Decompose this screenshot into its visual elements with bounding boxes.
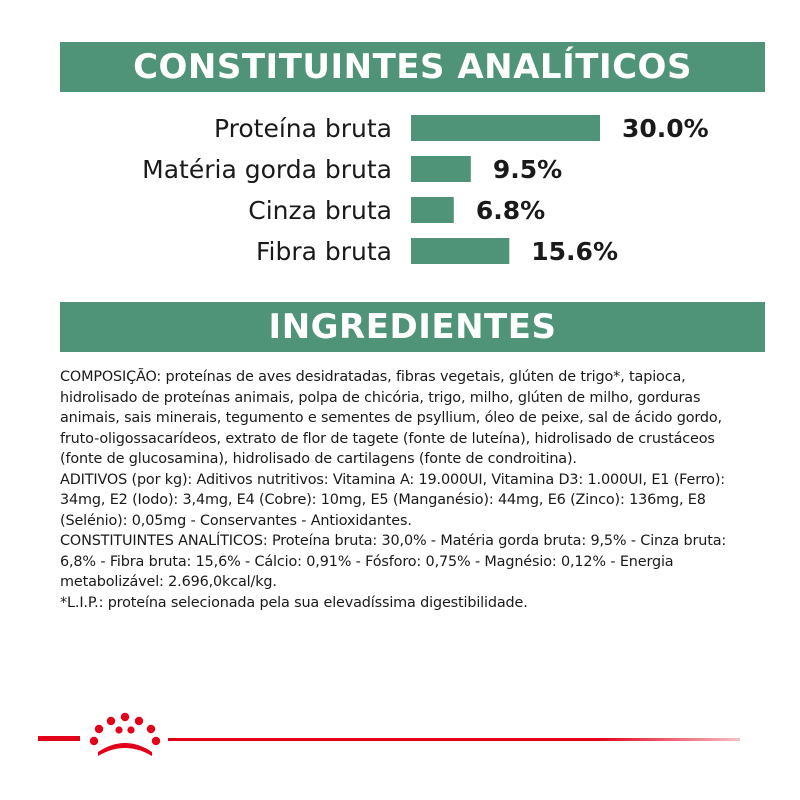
analytic-constituents-header (60, 42, 765, 92)
footer-line-left (38, 736, 80, 741)
value-label-cinza-bruta: 6.8% (475, 196, 546, 225)
category-label-proteina-bruta: Proteína bruta (213, 114, 392, 143)
value-label-materia-gorda-bruta: 9.5% (492, 155, 563, 184)
category-label-materia-gorda-bruta: Matéria gorda bruta (142, 155, 392, 184)
category-label-fibra-bruta: Fibra bruta (255, 237, 392, 266)
brand-footer (0, 712, 800, 762)
bar-proteina-bruta (411, 115, 600, 141)
ingredients-header (60, 302, 765, 352)
value-label-fibra-bruta: 15.6% (531, 237, 619, 266)
analytic-bar-chart (0, 100, 800, 280)
composition-text: COMPOSIÇÃO: proteínas de aves desidratadas, fibras vegetais, glúten de trigo*, tapioca, hidrolisado de proteínas animais, polpa de chicória, trigo, milho, glúten de milho, gorduras animais, sais minerais, tegumento e sementes de psyllium, óleo de peixe, sal de ácido gordo, fruto-oligossacarídeos, extrato de flor de tagete (fonte de luteína), hidrolisado de crustáceos (fonte de glucosamina), hidrolisado de cartilagens (fonte de condroitina). (60, 369, 722, 467)
analytic-constituents-title: CONSTITUINTES ANALÍTICOS (133, 47, 692, 87)
footnote-text: *L.I.P.: proteína selecionada pela sua elevadíssima digestibilidade. (60, 594, 528, 611)
footer-line-right (168, 738, 740, 741)
ingredients-text-block (60, 367, 760, 613)
royal-canin-crown-icon (86, 712, 164, 758)
category-label-cinza-bruta: Cinza bruta (248, 196, 392, 225)
additives-text: ADITIVOS (por kg): Aditivos nutritivos: Vitamina A: 19.000UI, Vitamina D3: 1.000UI, E1 (Ferro): 34mg, E2 (Iodo): 3,4mg, E4 (Cobre): 10mg, E5 (Manganésio): 44mg, E6 (Zinco): 136mg, E8 (Selénio): 0,05mg - Conservantes - Antioxidantes. (60, 471, 725, 529)
value-label-proteina-bruta: 30.0% (622, 114, 709, 143)
bar-materia-gorda-bruta (411, 156, 471, 182)
analytical-constituents-text: CONSTITUINTES ANALÍTICOS: Proteína bruta: 30,0% - Matéria gorda bruta: 9,5% - Cinza bruta: 6,8% - Fibra bruta: 15,6% - Cálcio: 0,91% - Fósforo: 0,75% - Magnésio: 0,12% - Energia metabolizável: 2.696,0kcal/kg. (60, 533, 727, 590)
ingredients-title: INGREDIENTES (268, 307, 557, 347)
bar-cinza-bruta (411, 197, 454, 223)
bar-fibra-bruta (411, 238, 509, 264)
